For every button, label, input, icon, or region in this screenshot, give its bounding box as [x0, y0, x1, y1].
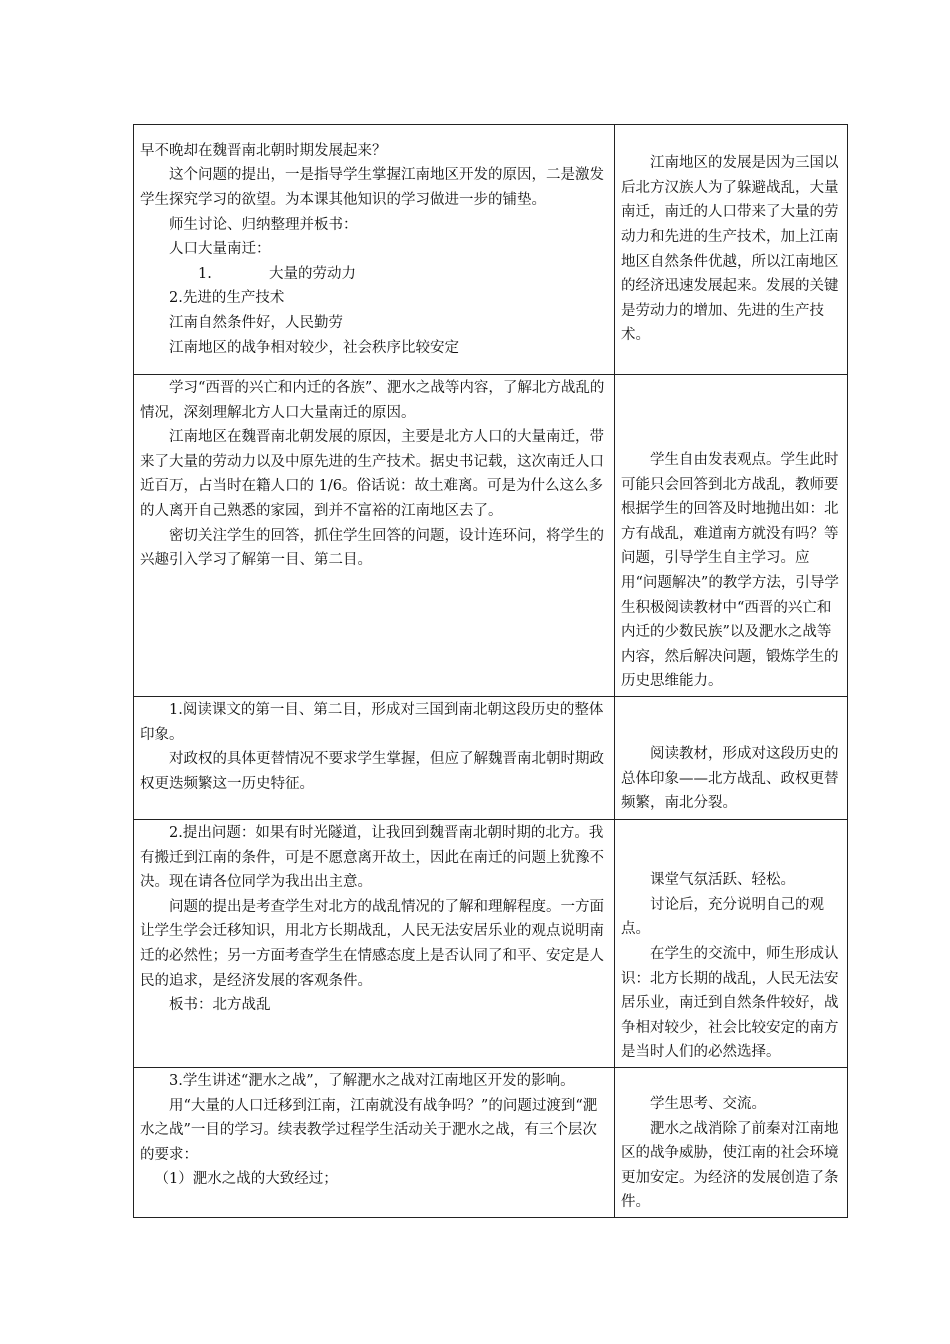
paragraph: 学生思考、交流。: [650, 1096, 766, 1113]
paragraph: 江南地区的战争相对较少，社会秩序比较安定: [169, 339, 459, 356]
teacher-activity-cell: [134, 697, 615, 820]
paragraph: 学习“西晋的兴亡和内迁的各族”、淝水之战等内容，了解北方战乱的情况，深刻理解北方人口大量南迁的原因。: [140, 380, 605, 421]
paragraph: 密切关注学生的回答，抓住学生回答的问题，设计连环问，将学生的兴趣引入学习了解第一目、第二目。: [140, 527, 604, 569]
table-row: [134, 125, 848, 375]
paragraph: （1）淝水之战的大致经过；: [154, 1171, 338, 1188]
table-row: [134, 820, 848, 1068]
paragraph: 板书：北方战乱: [169, 997, 271, 1014]
table-row: [134, 375, 848, 697]
student-activity-cell: [615, 375, 848, 697]
paragraph: 2.先进的生产技术: [169, 290, 285, 307]
list-item: [140, 262, 608, 287]
paragraph: 淝水之战消除了前秦对江南地区的战争威胁，使江南的社会环境更加安定。为经济的发展创造了条件。: [621, 1120, 839, 1211]
paragraph: 人口大量南迁：: [169, 241, 271, 258]
paragraph: 讨论后，充分说明自己的观点。: [621, 896, 824, 938]
paragraph: 课堂气氛活跃、轻松。: [650, 872, 795, 889]
list-number: 1.: [198, 265, 212, 282]
paragraph: 师生讨论、归纳整理并板书：: [169, 216, 358, 233]
student-activity-cell: [615, 697, 848, 820]
list-text: 大量的劳动力: [269, 265, 356, 282]
paragraph: 3.学生讲述“淝水之战”，了解淝水之战对江南地区开发的影响。: [169, 1073, 575, 1089]
paragraph: 1.阅读课文的第一目、第二目，形成对三国到南北朝这段历史的整体印象。: [140, 702, 604, 743]
paragraph: 江南自然条件好，人民勤劳: [169, 314, 343, 331]
teacher-activity-cell: [134, 125, 615, 375]
teacher-activity-cell: [134, 375, 615, 697]
paragraph: 阅读教材，形成对这段历史的总体印象——北方战乱、政权更替频繁，南北分裂。: [621, 746, 839, 812]
paragraph: 2.提出问题：如果有时光隧道，让我回到魏晋南北朝时期的北方。我有搬迁到江南的条件，可是不愿意离开故土，因此在南迁的问题上犹豫不决。现在请各位同学为我出出主意。: [140, 825, 604, 891]
student-activity-cell: [615, 820, 848, 1068]
teacher-activity-cell: [134, 820, 615, 1068]
paragraph: 问题的提出是考查学生对北方的战乱情况的了解和理解程度。一方面让学生学会迁移知识，用北方长期战乱，人民无法安居乐业的观点说明南迁的必然性；另一方面考查学生在情感态度上是否认同了和平、安定是人民的追求，是经济发展的客观条件。: [140, 898, 604, 989]
table-row: [134, 1068, 848, 1218]
paragraph: 这个问题的提出，一是指导学生掌握江南地区开发的原因，二是激发学生探究学习的欲望。为本课其他知识的学习做进一步的铺垫。: [140, 167, 604, 209]
teacher-activity-cell: [134, 1068, 615, 1218]
lesson-plan-table: [133, 124, 848, 1218]
paragraph: 早不晚却在魏晋南北朝时期发展起来？: [140, 142, 387, 159]
student-activity-cell: [615, 125, 848, 375]
paragraph: 对政权的具体更替情况不要求学生掌握，但应了解魏晋南北朝时期政权更迭频繁这一历史特征。: [140, 751, 604, 792]
paragraph: 在学生的交流中，师生形成认识：北方长期的战乱，人民无法安居乐业，南迁到自然条件较好，战争相对较少，社会比较安定的南方是当时人们的必然选择。: [621, 946, 839, 1061]
paragraph: 江南地区在魏晋南北朝发展的原因，主要是北方人口的大量南迁，带来了大量的劳动力以及中原先进的生产技术。据史书记载，这次南迁人口近百万，占当时在籍人口的 1/6。俗话说：故土难离。可是为什么这么多的人离开自己熟悉的家园，到并不富裕的江南地区去了。: [140, 429, 604, 519]
paragraph: 学生自由发表观点。学生此时可能只会回答到北方战乱，教师要根据学生的回答及时地抛出如：北方有战乱，难道南方就没有吗？等问题，引导学生自主学习。应用“问题解决”的教学方法，引导学生积极阅读教材中“西晋的兴亡和内迁的少数民族”以及淝水之战等内容，然后解决问题，锻炼学生的历史思维能力。: [621, 452, 839, 690]
student-activity-cell: [615, 1068, 848, 1218]
table-row: [134, 697, 848, 820]
paragraph: 江南地区的发展是因为三国以后北方汉族人为了躲避战乱，大量南迁，南迁的人口带来了大量的劳动力和先进的生产技术，加上江南地区自然条件优越，所以江南地区的经济迅速发展起来。发展的关键是劳动力的增加、先进的生产技术。: [621, 155, 839, 344]
paragraph: 用“大量的人口迁移到江南，江南就没有战争吗？”的问题过渡到“淝水之战”一目的学习。续表教学过程学生活动关于淝水之战，有三个层次的要求：: [140, 1097, 598, 1163]
